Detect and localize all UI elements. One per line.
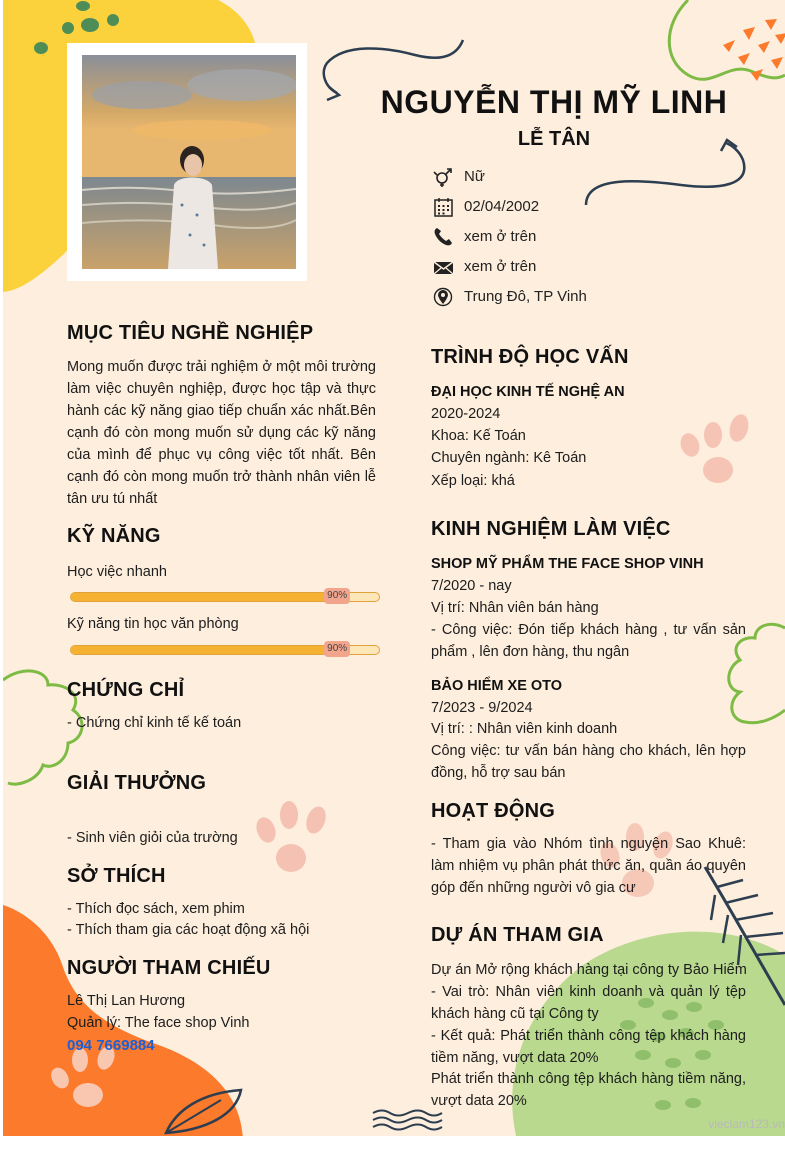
skill-progress-fill [71,646,348,654]
skill-percent-label: 90% [324,641,350,657]
job-company: SHOP MỸ PHẨM THE FACE SHOP VINH [431,556,704,572]
paw-decoration-center [251,790,341,885]
job-period: 7/2023 - 9/2024 [431,700,533,716]
email-value: xem ở trên [464,258,537,275]
candidate-role: LỄ TÂN [517,128,591,150]
references-heading: NGƯỜI THAM CHIẾU [67,957,271,979]
experience-heading: KINH NGHIỆM LÀM VIỆC [431,518,671,540]
hobbies-heading: SỞ THÍCH [67,865,166,887]
phone-value: xem ở trên [464,228,537,245]
activities-text: - Tham gia vào Nhóm tình nguyện Sao Khuê: làm nhiệm vụ phân phát thức ăn, quần áo quyên góp đến những người vô gia cư [431,836,746,896]
profile-photo [82,55,296,269]
mail-icon [433,257,455,277]
project-result: - Kết quả: Phát triển thành công tệp khách hàng tiềm năng, vượt data 20% [431,1028,746,1066]
job-description: Công việc: tư vấn bán hàng cho khách, lên hợp đồng, hỗ trợ sau bán [431,743,746,781]
skill-progress-bar [70,592,380,602]
projects-heading: DỰ ÁN THAM GIA [431,924,604,946]
objective-heading: MỤC TIÊU NGHỀ NGHIỆP [67,322,314,344]
awards-heading: GIẢI THƯỞNG [67,772,207,794]
skill-name: Học việc nhanh [67,564,167,580]
cv-page [3,0,785,1136]
contact-phone [433,226,733,250]
gender-value: Nữ [464,168,485,185]
job-company: BẢO HIỂM XE OTO [431,678,563,694]
award-item: - Sinh viên giỏi của trường [67,830,238,846]
gender-icon [433,167,455,187]
job-position: Vị trí: Nhân viên bán hàng [431,600,599,616]
contact-email [433,256,733,280]
education-school: ĐẠI HỌC KINH TẾ NGHỆ AN [431,384,625,400]
address-value: Trung Đô, TP Vinh [464,288,587,305]
hobby-item: - Thích tham gia các hoạt động xã hội [67,922,310,938]
phone-icon [433,227,455,247]
skills-heading: KỸ NĂNG [67,525,161,547]
birthday-value: 02/04/2002 [464,198,540,215]
reference-position: Quản lý: The face shop Vinh [67,1015,250,1031]
contact-gender [433,166,733,190]
skill-percent-label: 90% [324,588,350,604]
paw-decoration-right [675,400,765,495]
education-detail: Chuyên ngành: Kê Toán [431,450,587,466]
triangles-decoration [713,15,785,90]
location-icon [433,287,455,307]
hobby-item: - Thích đọc sách, xem phim [67,901,245,917]
calendar-icon [433,197,455,217]
activities-heading: HOẠT ĐỘNG [431,800,556,822]
watermark-text: vieclam123.vn [708,1117,785,1131]
project-role: - Vai trò: Nhân viên kinh doanh và quản lý tệp khách hàng cũ tại Công ty [431,984,746,1022]
education-detail: Khoa: Kế Toán [431,428,526,444]
leaf-outline-bottom [161,1085,246,1136]
education-detail: 2020-2024 [431,406,501,422]
certificate-item: - Chứng chỉ kinh tế kế toán [67,715,242,731]
job-position: Vị trí: : Nhân viên kinh doanh [431,721,618,737]
certificates-heading: CHỨNG CHỈ [67,679,185,701]
contact-address [433,286,733,310]
reference-name: Lê Thị Lan Hương [67,993,186,1009]
education-detail: Xếp loại: khá [431,473,515,489]
contact-birthday [433,196,733,220]
reference-phone-link[interactable]: 094 7669884 [67,1037,155,1054]
skill-name: Kỹ năng tin học văn phòng [67,616,239,632]
job-period: 7/2020 - nay [431,578,512,594]
education-heading: TRÌNH ĐỘ HỌC VẤN [431,346,629,368]
objective-text: Mong muốn được trải nghiệm ở một môi trường làm việc chuyên nghiệp, được học tập và thực hành các kỹ năng giao tiếp chuẩn xác nhất.Bên cạnh đó còn mong muốn sử dụng các kỹ năng của mình để phục vụ công việc tốt nhất. Bên cạnh đó còn mong muốn trở thành nhân viên lễ tân ưu tú nhất [67,359,376,507]
project-name: Dự án Mở rộng khách hàng tại công ty Bảo Hiểm [431,962,747,978]
job-description: - Công việc: Đón tiếp khách hàng , tư vấn sản phẩm , lên đơn hàng, thu ngân [431,622,746,660]
profile-photo-frame [67,43,307,281]
skill-progress-bar [70,645,380,655]
candidate-name: NGUYỄN THỊ MỸ LINH [380,84,728,120]
project-result-extra: Phát triển thành công tệp khách hàng tiềm năng, vượt data 20% [431,1071,746,1109]
skill-progress-fill [71,593,348,601]
